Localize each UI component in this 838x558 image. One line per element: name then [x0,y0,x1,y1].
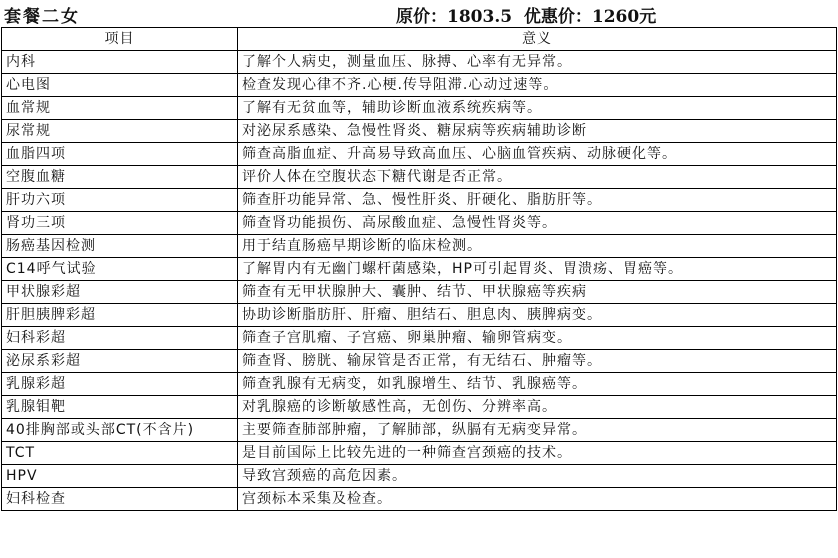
item-name-cell: 血脂四项 [2,143,238,166]
item-meaning-cell: 协助诊断脂肪肝、肝瘤、胆结石、胆息肉、胰脾病变。 [238,304,837,327]
item-name-cell: 肝功六项 [2,189,238,212]
table-row [2,51,837,74]
table-row [2,97,837,120]
table-row [2,304,837,327]
package-header [0,0,838,27]
item-meaning-cell: 筛查乳腺有无病变，如乳腺增生、结节、乳腺癌等。 [238,373,837,396]
table-row [2,166,837,189]
table-body [2,51,837,511]
item-name-cell: 甲状腺彩超 [2,281,238,304]
item-name-cell: 乳腺钼靶 [2,396,238,419]
item-meaning-cell: 筛查子宫肌瘤、子宫癌、卵巢肿瘤、输卵管病变。 [238,327,837,350]
item-meaning-cell: 评价人体在空腹状态下糖代谢是否正常。 [238,166,837,189]
item-name-cell: 40排胸部或头部CT(不含片) [2,419,238,442]
item-meaning-cell: 筛查肾、膀胱、输尿管是否正常，有无结石、肿瘤等。 [238,350,837,373]
item-meaning-cell: 用于结直肠癌早期诊断的临床检测。 [238,235,837,258]
item-meaning-cell: 了解有无贫血等，辅助诊断血液系统疾病等。 [238,97,837,120]
item-meaning-cell: 宫颈标本采集及检查。 [238,488,837,511]
item-meaning-cell: 是目前国际上比较先进的一种筛查宫颈癌的技术。 [238,442,837,465]
item-meaning-cell: 主要筛查肺部肿瘤，了解肺部，纵膈有无病变异常。 [238,419,837,442]
item-name-cell: 泌尿系彩超 [2,350,238,373]
package-name: 套餐二女 [4,7,80,27]
table-row [2,212,837,235]
item-name-cell: C14呼气试验 [2,258,238,281]
table-row [2,465,837,488]
item-name-cell: 妇科检查 [2,488,238,511]
table-row [2,120,837,143]
table-row [2,350,837,373]
item-name-cell: 肠癌基因检测 [2,235,238,258]
table-row [2,373,837,396]
item-meaning-cell: 对乳腺癌的诊断敏感性高，无创伤、分辨率高。 [238,396,837,419]
table-row [2,74,837,97]
table-row [2,419,837,442]
item-meaning-cell: 导致宫颈癌的高危因素。 [238,465,837,488]
item-name-cell: 血常规 [2,97,238,120]
price-info: 原价：1803.5 优惠价：1260元 [396,7,657,27]
item-name-cell: TCT [2,442,238,465]
item-meaning-cell: 筛查高脂血症、升高易导致高血压、心脑血管疾病、动脉硬化等。 [238,143,837,166]
item-meaning-cell: 对泌尿系感染、急慢性肾炎、糖尿病等疾病辅助诊断 [238,120,837,143]
item-name-cell: HPV [2,465,238,488]
item-name-cell: 空腹血糖 [2,166,238,189]
table-row [2,442,837,465]
checkup-items-table [1,27,837,511]
item-meaning-cell: 筛查肝功能异常、急、慢性肝炎、肝硬化、脂肪肝等。 [238,189,837,212]
item-meaning-cell: 筛查有无甲状腺肿大、囊肿、结节、甲状腺癌等疾病 [238,281,837,304]
item-name-cell: 心电图 [2,74,238,97]
table-row [2,235,837,258]
table-row [2,281,837,304]
table-row [2,189,837,212]
item-name-cell: 妇科彩超 [2,327,238,350]
item-name-cell: 内科 [2,51,238,74]
table-row [2,327,837,350]
item-name-cell: 乳腺彩超 [2,373,238,396]
table-header-row [2,28,837,51]
item-meaning-cell: 了解胃内有无幽门螺杆菌感染，HP可引起胃炎、胃溃疡、胃癌等。 [238,258,837,281]
table-row [2,258,837,281]
item-name-cell: 尿常规 [2,120,238,143]
column-header-item: 项目 [2,28,238,51]
item-name-cell: 肾功三项 [2,212,238,235]
column-header-meaning: 意义 [238,28,837,51]
item-meaning-cell: 检查发现心律不齐.心梗.传导阻滞.心动过速等。 [238,74,837,97]
table-row [2,396,837,419]
item-meaning-cell: 筛查肾功能损伤、高尿酸血症、急慢性肾炎等。 [238,212,837,235]
item-name-cell: 肝胆胰脾彩超 [2,304,238,327]
table-row [2,143,837,166]
item-meaning-cell: 了解个人病史，测量血压、脉搏、心率有无异常。 [238,51,837,74]
table-row [2,488,837,511]
